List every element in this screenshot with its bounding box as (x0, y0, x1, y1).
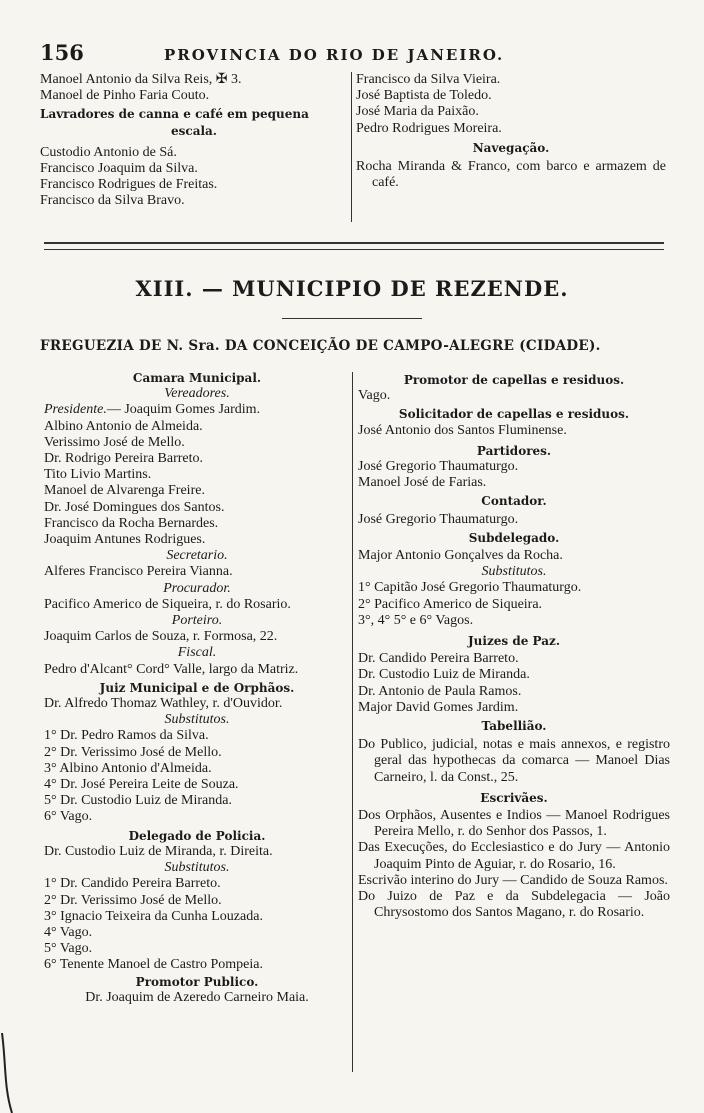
column-divider (352, 372, 353, 1072)
list-item: Das Execuções, do Ecclesiastico e do Jury — Antonio Joaquim Pinto de Aguiar, r. do Rosario, 16. (358, 840, 670, 872)
left-column (44, 370, 350, 1006)
list-item: José Antonio dos Santos Fluminense. (358, 422, 567, 438)
list-item: 5° Dr. Custodio Luiz de Miranda. (44, 793, 232, 809)
capellas-heading: Promotor de capellas e residuos. (403, 373, 625, 387)
list-item: 3° Albino Antonio d'Almeida. (44, 760, 212, 776)
secretario-heading: Secretario. (166, 548, 228, 564)
subdelegado-heading: Subdelegado. (468, 530, 560, 545)
list-item: Dr. Custodio Luiz de Miranda. (358, 667, 530, 683)
list-item: Francisco da Rocha Bernardes. (44, 515, 219, 531)
delegado-substitutos-heading: Substitutos. (164, 860, 230, 876)
list-item: Francisco Joaquim da Silva. (40, 161, 198, 177)
list-item: Tito Livio Martins. (44, 467, 152, 483)
list-item: Do Publico, judicial, notas e mais annexos, e registro geral das hypothecas da comarca — Manoel Dias Carneiro, l. da Const., 25. (358, 737, 670, 785)
juiz-heading: Juiz Municipal e de Orphãos. (99, 680, 295, 695)
list-item: 4° Vago. (44, 924, 93, 940)
list-item: Francisco Rodrigues de Freitas. (40, 177, 218, 193)
list-item: José Baptista de Toledo. (356, 88, 492, 104)
list-item: Manoel José de Farias. (358, 475, 487, 491)
subsection-title: FREGUEZIA DE N. Sra. DA CONCEIÇÃO DE CAMPO-ALEGRE (CIDADE). (40, 338, 601, 354)
list-item: Dr. Candido Pereira Barreto. (358, 651, 519, 667)
list-item: 1° Dr. Candido Pereira Barreto. (44, 876, 221, 892)
list-item: José Maria da Paixão. (356, 104, 479, 120)
procurador-heading: Procurador. (163, 580, 231, 596)
porteiro-heading: Porteiro. (171, 613, 223, 629)
presidente-name: — Joaquim Gomes Jardim. (106, 402, 261, 418)
substitutos-heading: Substitutos. (481, 564, 547, 580)
list-item: Escrivão interino do Jury — Candido de Souza Ramos. (358, 872, 668, 888)
double-rule (44, 242, 664, 250)
list-item: José Gregorio Thaumaturgo. (358, 511, 519, 527)
partidores-heading: Partidores. (476, 443, 552, 458)
list-item: Pacifico Americo de Siqueira, r. do Rosario. (44, 596, 291, 612)
page-header (40, 40, 660, 66)
list-item: Vago. (358, 388, 391, 404)
list-item: Pedro Rodrigues Moreira. (356, 120, 502, 136)
escrivaes-heading: Escrivães. (480, 790, 548, 805)
top-left-column (40, 72, 348, 210)
list-item: Dos Orphãos, Ausentes e Indios — Manoel Rodrigues Pereira Mello, r. do Senhor dos Passos, 1. (358, 808, 670, 840)
page-number: 156 (40, 40, 84, 65)
list-item: 2° Pacifico Americo de Siqueira. (358, 596, 543, 612)
list-item: Manoel de Alvarenga Freire. (44, 483, 205, 499)
fiscal-heading: Fiscal. (177, 645, 217, 661)
list-item: Do Juizo de Paz e da Subdelegacia — João Chrysostomo dos Santos Magano, r. do Rosario. (358, 889, 670, 921)
section-heading-cont: escala. (171, 123, 217, 138)
list-item: 3°, 4° 5° e 6° Vagos. (358, 612, 474, 628)
list-item: 5° Vago. (44, 941, 93, 957)
list-item: Dr. Antonio de Paula Ramos. (358, 683, 522, 699)
section-title: XIII. — MUNICIPIO DE REZENDE. (135, 276, 569, 301)
list-item: Custodio Antonio de Sá. (40, 144, 177, 160)
list-item: Manoel de Pinho Faria Couto. (40, 88, 210, 104)
list-item: 6° Vago. (44, 809, 93, 825)
list-item: Dr. Rodrigo Pereira Barreto. (44, 451, 204, 467)
section-heading: Lavradores de canna e café em pequena (40, 107, 309, 122)
list-item: Major Antonio Gonçalves da Rocha. (358, 548, 563, 564)
column-divider (351, 72, 352, 222)
list-item: 6° Tenente Manoel de Castro Pompeia. (44, 957, 263, 973)
juizes-heading: Juizes de Paz. (467, 634, 560, 649)
presidente-label: Presidente. (44, 402, 107, 418)
delegado-heading: Delegado de Policia. (128, 828, 266, 843)
contador-heading: Contador. (481, 494, 547, 509)
list-item: Dr. Custodio Luiz de Miranda, r. Direita. (44, 843, 273, 859)
list-item: Francisco da Silva Bravo. (40, 193, 185, 209)
list-item: Alferes Francisco Pereira Vianna. (44, 564, 233, 580)
title-underline (282, 318, 422, 319)
list-item: Dr. Alfredo Thomaz Wathley, r. d'Ouvidor. (44, 696, 283, 712)
section-heading: Navegação. (472, 140, 550, 155)
list-item: Albino Antonio de Almeida. (44, 418, 203, 434)
running-title: PROVINCIA DO RIO DE JANEIRO. (164, 46, 505, 64)
list-item: 1° Capitão José Gregorio Thaumaturgo. (358, 580, 582, 596)
list-item: 4° Dr. José Pereira Leite de Souza. (44, 777, 239, 793)
tabelliao-heading: Tabellião. (481, 719, 547, 734)
list-item: Dr. Joaquim de Azeredo Carneiro Maia. (85, 989, 309, 1005)
page-edge-mark (0, 1033, 14, 1113)
vereadores-heading: Vereadores. (164, 386, 230, 402)
solicitador-heading: Solicitador de capellas e residuos. (398, 407, 630, 422)
camara-heading: Camara Municipal. (132, 371, 262, 385)
list-item: Verissimo José de Mello. (44, 434, 185, 450)
list-item: 1° Dr. Pedro Ramos da Silva. (44, 728, 209, 744)
presidente-line (44, 402, 350, 418)
right-column (358, 372, 670, 922)
promotor-heading: Promotor Publico. (135, 974, 259, 989)
list-item: Francisco da Silva Vieira. (356, 72, 501, 87)
list-item: José Gregorio Thaumaturgo. (358, 459, 519, 475)
list-item: Joaquim Antunes Rodrigues. (44, 532, 206, 548)
top-right-column (356, 72, 666, 191)
list-item: Joaquim Carlos de Souza, r. Formosa, 22. (44, 629, 278, 645)
list-item: Pedro d'Alcant° Cord° Valle, largo da Matriz. (44, 661, 299, 677)
list-item: Rocha Miranda & Franco, com barco e armazem de café. (356, 159, 666, 191)
list-item: Dr. José Domingues dos Santos. (44, 499, 225, 515)
list-item: Manoel Antonio da Silva Reis, ✠ 3. (40, 72, 242, 87)
list-item: 2° Dr. Verissimo José de Mello. (44, 744, 222, 760)
list-item: 3° Ignacio Teixeira da Cunha Louzada. (44, 908, 263, 924)
juiz-substitutos-heading: Substitutos. (164, 712, 230, 728)
list-item: Major David Gomes Jardim. (358, 699, 519, 715)
list-item: 2° Dr. Verissimo José de Mello. (44, 892, 222, 908)
